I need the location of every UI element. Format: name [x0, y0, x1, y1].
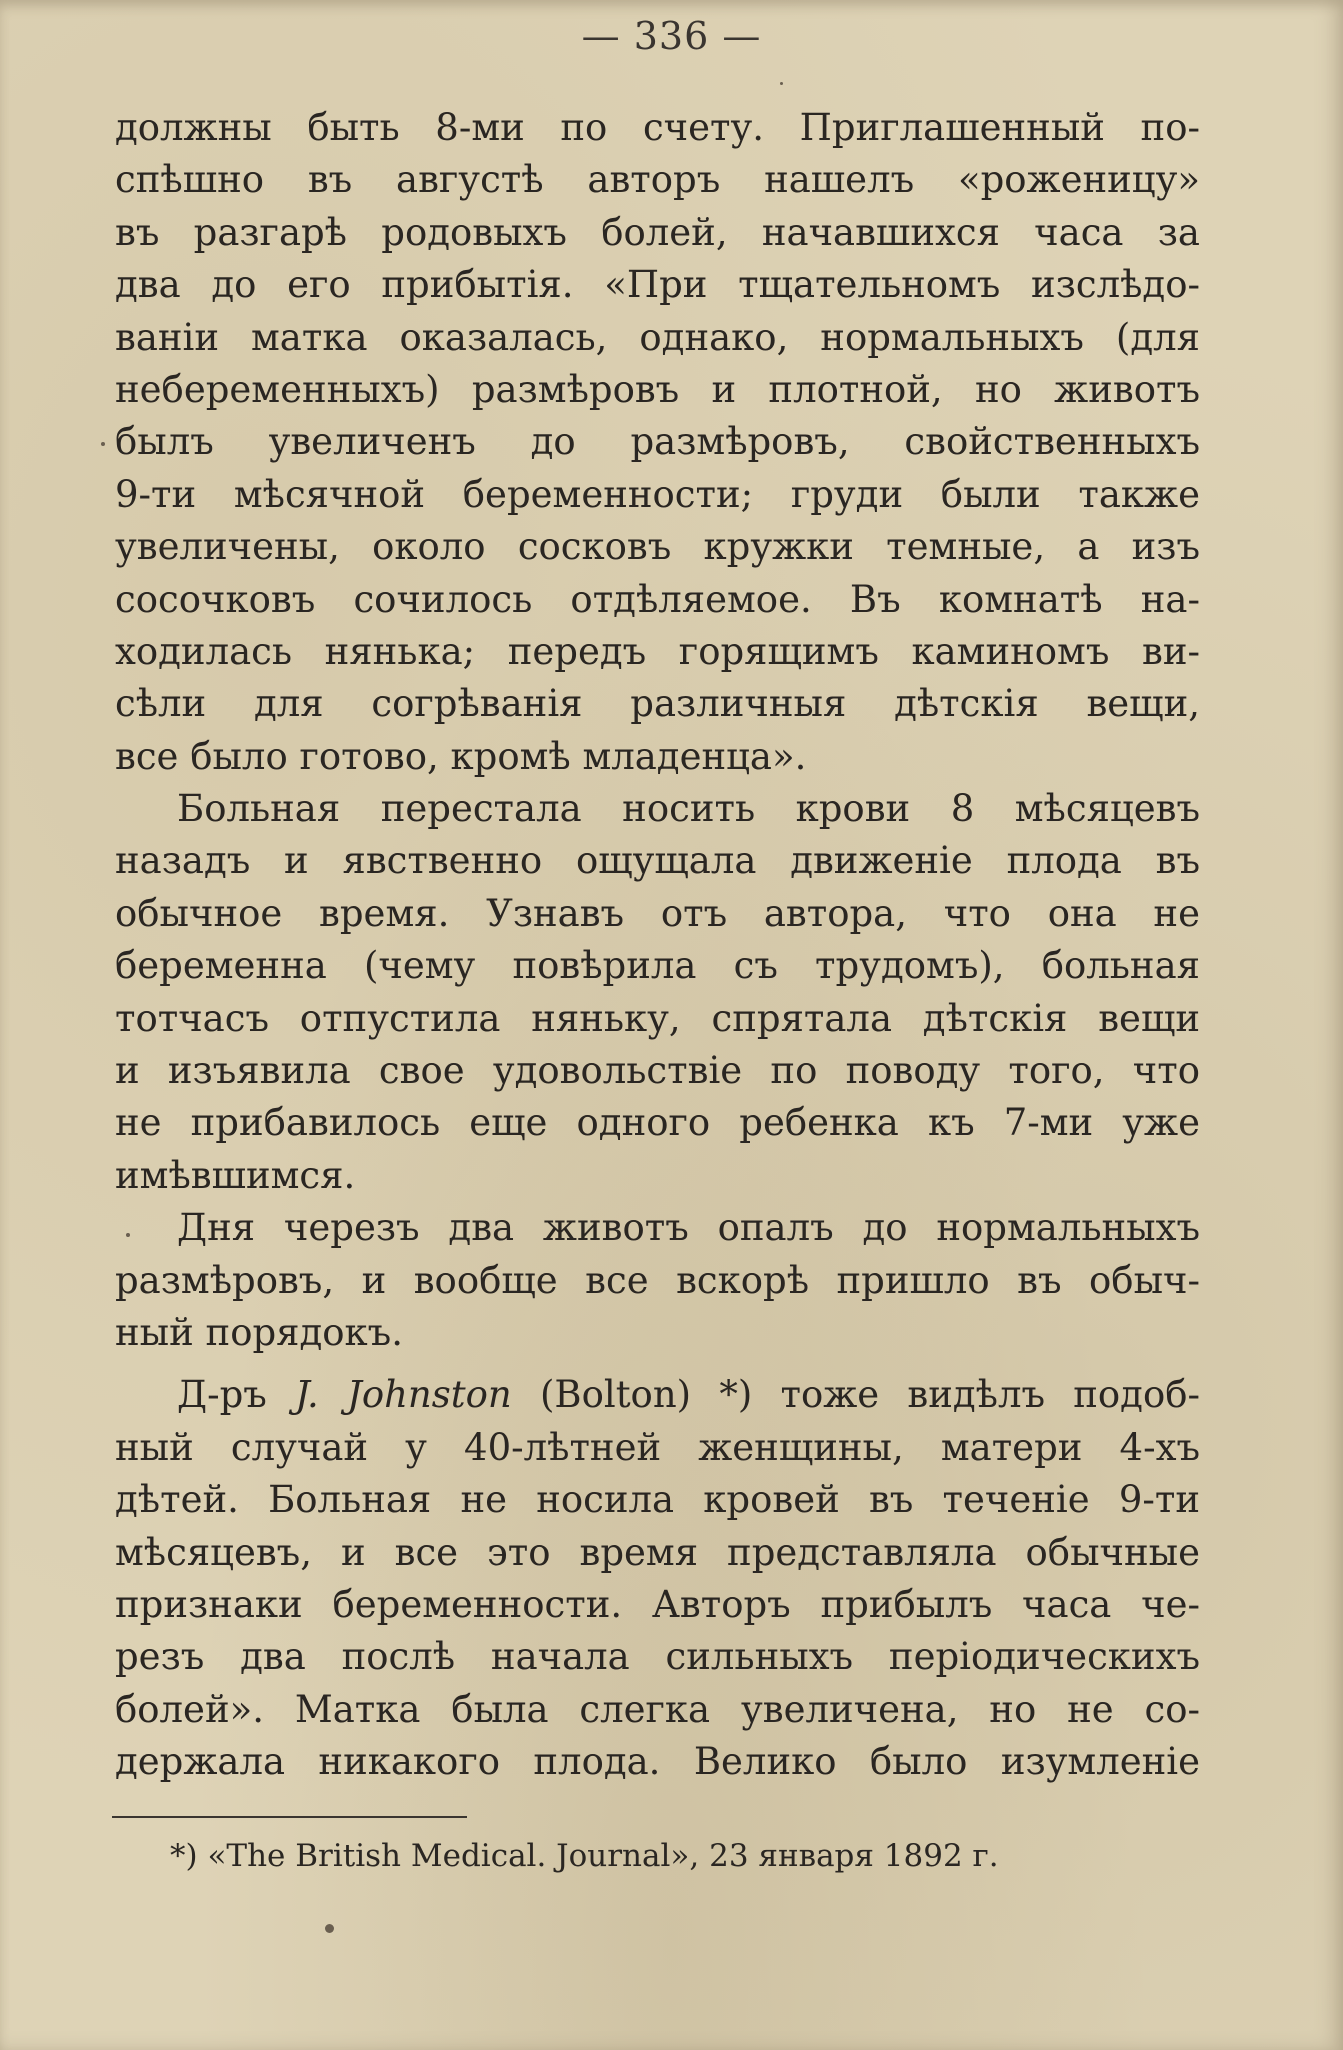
text-fragment: (Bolton) *) тоже видѣлъ подоб- [511, 1373, 1201, 1417]
text-line: и изъявила свое удовольствіе по поводу того, что [115, 1049, 1200, 1093]
text-line: два до его прибытія. «При тщательномъ изслѣдо- [115, 263, 1200, 307]
text-line: беременна (чему повѣрила съ трудомъ), больная [115, 944, 1200, 988]
text-line: болей». Матка была слегка увеличена, но не со- [115, 1687, 1200, 1731]
text-line: назадъ и явственно ощущала движеніе плода въ [115, 839, 1200, 883]
page-number: — 336 — [581, 14, 762, 58]
author-name: J. Johnston [295, 1373, 512, 1417]
text-line: резъ два послѣ начала сильныхъ періодическихъ [115, 1635, 1200, 1679]
text-line: не прибавилось еще одного ребенка къ 7-ми уже [115, 1101, 1200, 1145]
text-line: небеременныхъ) размѣровъ и плотной, но животъ [115, 367, 1200, 411]
paper-speck [780, 82, 783, 85]
text-line: Дня черезъ два животъ опалъ до нормальныхъ [177, 1206, 1200, 1250]
footnote-divider [112, 1816, 467, 1818]
text-line: былъ увеличенъ до размѣровъ, свойственныхъ [115, 420, 1200, 464]
paper-speck [126, 1233, 130, 1237]
text-line: сѣли для согрѣванія различныя дѣтскія вещи, [115, 682, 1200, 726]
text-line: признаки беременности. Авторъ прибылъ часа че- [115, 1582, 1200, 1626]
paragraph-1 [115, 102, 1200, 783]
text-line: все было готово, кромѣ младенца». [115, 734, 807, 778]
text-line: держала никакого плода. Велико было изумленіе [115, 1740, 1200, 1784]
text-line: ный случай у 40-лѣтней женщины, матери 4-хъ [115, 1425, 1200, 1469]
footnote: *) «The British Medical. Journal», 23 января 1892 г. [170, 1838, 999, 1874]
text-line: спѣшно въ августѣ авторъ нашелъ «роженицу» [115, 158, 1200, 202]
text-line: Больная перестала носить крови 8 мѣсяцевъ [177, 787, 1200, 831]
text-line: обычное время. Узнавъ отъ автора, что она не [115, 891, 1200, 935]
text-line: размѣровъ, и вообще все вскорѣ пришло въ обыч- [115, 1258, 1200, 1302]
text-line: увеличены, около сосковъ кружки темные, а изъ [115, 525, 1200, 569]
paragraph-gap [115, 1359, 1200, 1369]
paragraph-4 [115, 1369, 1200, 1788]
text-line: ный порядокъ. [115, 1310, 403, 1354]
text-line: должны быть 8-ми по счету. Приглашенный по- [115, 106, 1200, 149]
text-line: дѣтей. Больная не носила кровей въ теченіе 9-ти [115, 1478, 1200, 1522]
text-line: мѣсяцевъ, и все это время представляла обычные [115, 1530, 1200, 1574]
text-line: имѣвшимся. [115, 1153, 356, 1197]
paragraph-2 [115, 783, 1200, 1202]
text-line: ваніи матка оказалась, однако, нормальныхъ (для [115, 315, 1200, 359]
text-line: тотчасъ отпустила няньку, спрятала дѣтскія вещи [115, 996, 1200, 1040]
paper-speck [101, 442, 105, 446]
text-fragment: Д-ръ [177, 1373, 296, 1417]
body-text [115, 102, 1200, 1789]
text-line: ходилась нянька; передъ горящимъ каминомъ ви- [115, 629, 1200, 673]
text-line-with-citation [115, 1369, 1200, 1421]
text-line: въ разгарѣ родовыхъ болей, начавшихся часа за [115, 210, 1200, 254]
text-line: 9-ти мѣсячной беременности; груди были также [115, 472, 1200, 516]
paper-speck [325, 1924, 334, 1933]
paragraph-3 [115, 1202, 1200, 1359]
text-line: сосочковъ сочилось отдѣляемое. Въ комнатѣ на- [115, 577, 1200, 621]
